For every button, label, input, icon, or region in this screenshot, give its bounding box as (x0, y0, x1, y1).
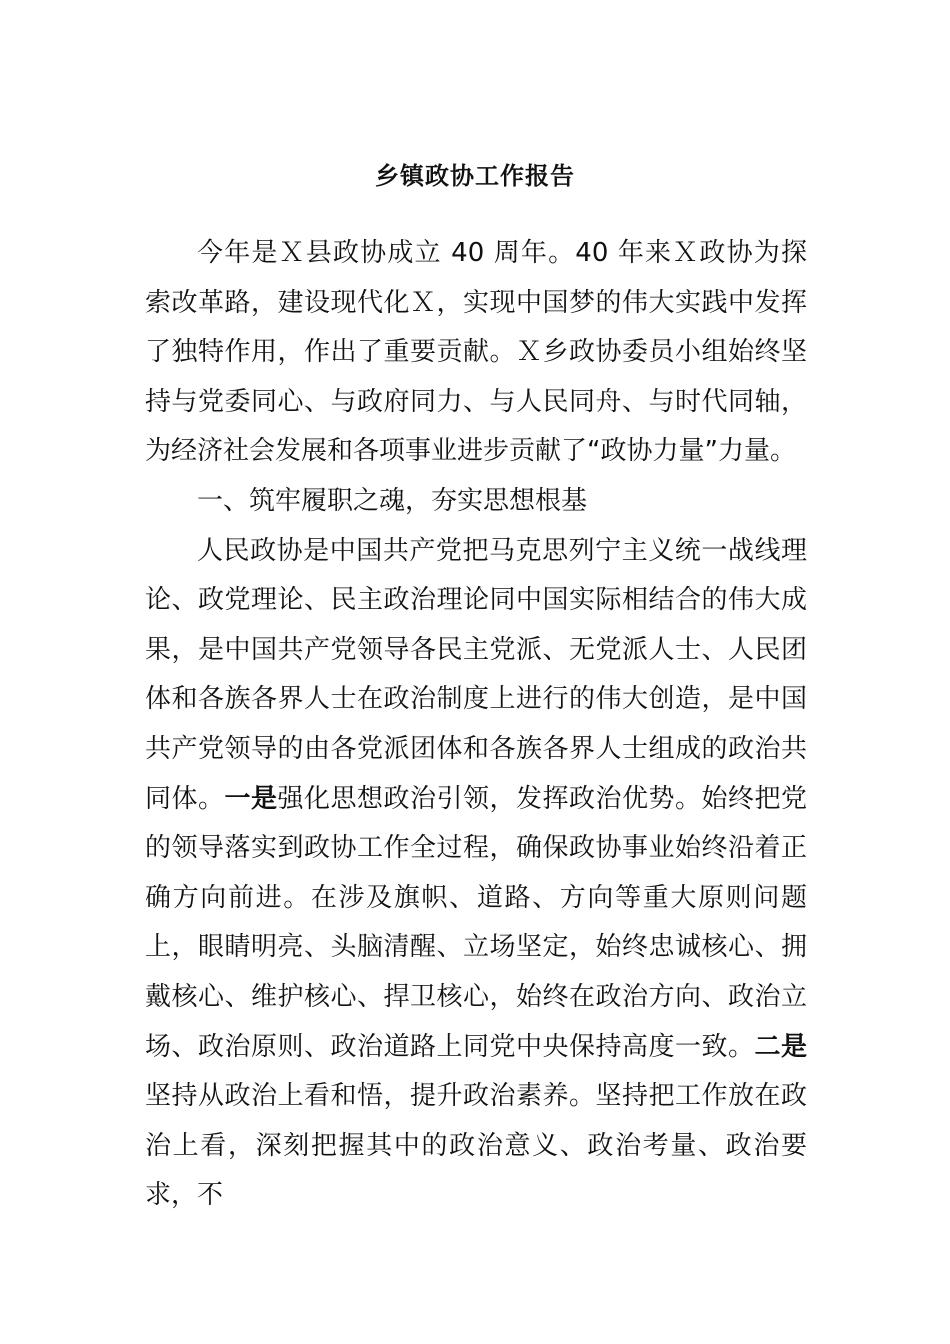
section-heading-1: 一、筑牢履职之魂，夯实思想根基 (197, 485, 588, 516)
section-1-text-part3: 坚持从政治上看和悟，提升政治素养。坚持把工作放在政治上看，深刻把握其中的政治意义、政治考量、政治要求，不 (145, 1081, 807, 1211)
intro-paragraph: 今年是Ｘ县政协成立 40 周年。40 年来Ｘ政协为探索改革路，建设现代化Ｘ，实现中国梦的伟大实践中发挥了独特作用，作出了重要贡献。Ｘ乡政协委员小组始终坚持与党委同心、与政府同力、与人民同舟、与时代同轴，为经济社会发展和各项事业进步贡献了“政协力量”力量。 (145, 238, 807, 467)
document-body (145, 229, 807, 1221)
point-marker-one: 一是 (224, 783, 278, 814)
document-title: 乡镇政协工作报告 (375, 162, 575, 190)
point-marker-two: 二是 (754, 1031, 807, 1062)
section-1-text-part2: 强化思想政治引领，发挥政治优势。始终把党的领导落实到政协工作全过程，确保政协事业始终沿着正确方向前进。在涉及旗帜、道路、方向等重大原则问题上，眼睛明亮、头脑清醒、立场坚定，始终忠诚核心、拥戴核心、维护核心、捍卫核心，始终在政治方向、政治立场、政治原则、政治道路上同党中央保持高度一致。 (145, 783, 807, 1062)
section-1-text-part1: 人民政协是中国共产党把马克思列宁主义统一战线理论、政党理论、民主政治理论同中国实际相结合的伟大成果，是中国共产党领导各民主党派、无党派人士、人民团体和各族各界人士在政治制度上进行的伟大创造，是中国共产党领导的由各党派团体和各族各界人士组成的政治共同体。 (145, 535, 807, 814)
section-1-paragraph (145, 527, 807, 1221)
